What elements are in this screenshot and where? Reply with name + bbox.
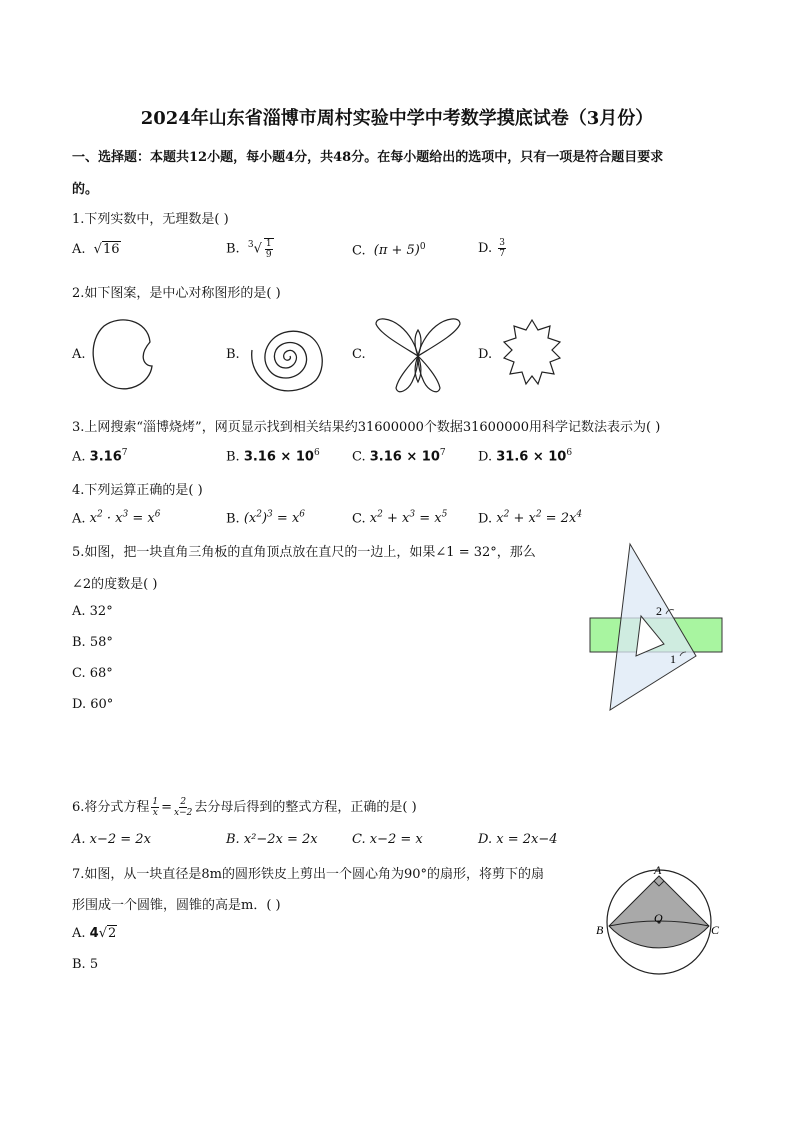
q3-b-exp: 6 (313, 448, 320, 458)
angle-1-label: 1 (670, 652, 676, 666)
q1-c-label: C. (352, 243, 366, 259)
q4-option-a: A. $x^2 \cdot x^3 = x^6$ (72, 510, 161, 527)
q6-rhs-frac (174, 797, 192, 818)
q5-option-c: C. 68° (72, 666, 113, 681)
spiral-figure (244, 318, 334, 394)
q5-stem-line1: 5.如图，把一块直角三角板的直角顶点放在直尺的一边上，如果∠1 = 32°，那么 (72, 545, 536, 560)
q3-option-c (352, 448, 446, 464)
q7-a-label: A. (72, 926, 86, 941)
q3-d-exp: 6 (566, 448, 573, 458)
q5-option-a: A. 32° (72, 604, 113, 619)
q6-rhs-num: 2 (180, 797, 187, 807)
q1-option-a: A. √16 (72, 242, 120, 257)
q3-a-label: A. (72, 449, 86, 465)
point-o-label: O (654, 911, 663, 925)
q1-option-d (478, 238, 508, 259)
q2-stem: 2.如下图案，是中心对称图形的是( ) (72, 286, 281, 301)
butterfly-figure (372, 316, 464, 396)
q6-stem-post: 去分母后得到的整式方程，正确的是( ) (194, 800, 417, 815)
page-title: 2024年山东省淄博市周村实验中学中考数学摸底试卷（3月份） (140, 108, 654, 129)
q3-a-base: 3.16 (89, 449, 122, 465)
q7-a-coef: 4 (89, 926, 99, 941)
snowflake-figure (494, 318, 570, 396)
circle-sector-figure (594, 860, 724, 980)
q3-option-a (72, 448, 127, 464)
q3-stem: 3.上网搜索“淄博烧烤”，网页显示找到相关结果约31600000个数据31600000用科学记数法表示为( ) (72, 420, 661, 435)
q1-b-num: 1 (265, 239, 272, 249)
q1-d-frac (498, 238, 506, 259)
q6-lhs-num: 1 (152, 797, 159, 807)
q4-stem: 4.下列运算正确的是( ) (72, 483, 203, 498)
q3-c-base: 3.16 × 10 (369, 449, 440, 465)
q1-c-value: (π + 5) (373, 243, 420, 259)
q7-option-a: A. 4√2 (72, 926, 117, 941)
q4-a-label: A. (72, 511, 86, 527)
q1-b-frac (264, 238, 274, 260)
q6-eq-sign: = (161, 800, 173, 815)
q1-option-b: B. $^3$√ $\frac{1}{9}$ (226, 239, 272, 260)
q5-stem-line2: ∠2的度数是( ) (72, 577, 158, 592)
q1-a-value: 16 (102, 242, 120, 257)
q1-d-num: 3 (499, 238, 505, 248)
angle-2-label: 2 (656, 604, 662, 618)
point-c-label: C (711, 923, 720, 937)
section-heading-cont: 的。 (72, 182, 99, 197)
triangle-ruler-figure (586, 540, 726, 715)
q6-lhs-den: x (152, 808, 158, 818)
q7-a-rad: 2 (108, 926, 117, 941)
q6-stem-pre: 6.将分式方程 (72, 800, 150, 815)
q1-d-den: 7 (499, 249, 505, 259)
q3-d-base: 31.6 × 10 (496, 449, 567, 465)
cardioid-figure (90, 316, 160, 392)
q4-option-c: C. $x^2 + x^3 = x^5$ (352, 510, 448, 527)
q2-label-d: D. (478, 347, 493, 362)
q2-label-a: A. (72, 347, 86, 362)
q3-c-label: C. (352, 449, 366, 465)
q1-option-c (352, 242, 426, 258)
q1-b-label: B. (226, 241, 240, 257)
section-heading: 一、选择题：本题共12小题，每小题4分，共48分。在每小题给出的选项中，只有一项是符合题目要求 (72, 150, 664, 165)
q6-option-d: D. x = 2x−4 (478, 832, 558, 847)
q6-option-b: B. x²−2x = 2x (226, 832, 318, 847)
q4-b-label: B. (226, 511, 240, 527)
q6-option-c: C. x−2 = x (352, 832, 423, 847)
q3-option-d (478, 448, 572, 464)
q3-option-b (226, 448, 320, 464)
q3-d-label: D. (478, 449, 493, 465)
q2-label-c: C. (352, 347, 366, 362)
q1-b-den: 9 (265, 250, 272, 260)
point-a-label: A (654, 863, 662, 877)
q4-option-b: B. $(x^2)^3 = x^6$ (226, 510, 306, 527)
q6-lhs-frac (151, 797, 159, 818)
q1-stem: 1.下列实数中，无理数是( ) (72, 212, 229, 227)
q4-option-d: D. $x^2 + x^2 = 2x^4$ (478, 510, 583, 527)
q4-c-label: C. (352, 511, 366, 527)
q5-option-b: B. 58° (72, 635, 113, 650)
q6-stem (72, 796, 417, 818)
q3-a-exp: 7 (121, 448, 128, 458)
q1-b-index: 3 (247, 240, 254, 251)
q1-c-exp: 0 (419, 242, 426, 252)
q7-option-b: B. 5 (72, 957, 99, 972)
q4-d-label: D. (478, 511, 493, 527)
q1-d-label: D. (478, 241, 493, 256)
point-b-label: B (596, 923, 604, 937)
q7-stem-line2: 形围成一个圆锥，圆锥的高是m．( ) (72, 898, 281, 913)
q3-b-base: 3.16 × 10 (243, 449, 314, 465)
q7-stem-line1: 7.如图，从一块直径是8m的圆形铁皮上剪出一个圆心角为90°的扇形，将剪下的扇 (72, 867, 545, 882)
q3-b-label: B. (226, 449, 240, 465)
q2-label-b: B. (226, 347, 240, 362)
q6-rhs-den: x−2 (174, 808, 193, 818)
q5-option-d: D. 60° (72, 697, 114, 712)
q3-c-exp: 7 (439, 448, 446, 458)
q1-a-label: A. (72, 242, 86, 257)
q6-option-a: A. x−2 = 2x (72, 832, 151, 847)
